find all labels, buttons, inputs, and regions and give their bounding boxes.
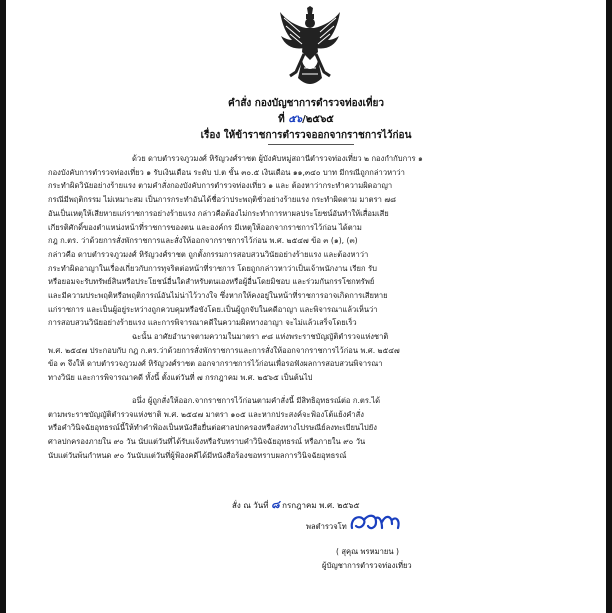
signature-image bbox=[346, 508, 406, 538]
text-line: หรือยอมจะรับทรัพย์สินหรือประโยชน์อื่นใดสำหรับตนเองหรือผู้อื่นโดยมิชอบ และร่วมกันกรรโชกทรัพย์ bbox=[48, 277, 375, 287]
text-line: กฎ ก.ตร. ว่าด้วยการสั่งพักราชการและสั่งให้ออกจากราชการไว้ก่อน พ.ศ. ๒๕๔๗ ข้อ ๓ (๑), (๓) bbox=[48, 236, 358, 246]
issue-date bbox=[232, 495, 360, 513]
text-line: ตามพระราชบัญญัติตำรวจแห่งชาติ พ.ศ. ๒๕๔๗ มาตรา ๑๐๕ และหากประสงค์จะฟ้องโต้แย้งคำสั่ง bbox=[48, 409, 364, 419]
paragraph-order bbox=[48, 330, 572, 385]
text-line: หรือคำวินิจฉัยอุทธรณ์นี้ให้ทำคำฟ้องเป็นหนังสือยื่นต่อศาลปกครองหรือส่งทางไปรษณีย์ลงทะเบียนไปยัง bbox=[48, 423, 377, 433]
text-line: อนึ่ง ผู้ถูกสั่งให้ออก.จากราชการไว้ก่อนตามคำสั่งนี้ มีสิทธิอุทธรณ์ต่อ ก.ตร.ได้ bbox=[132, 396, 381, 405]
issue-month-year: กรกฎาคม พ.ศ. ๒๕๖๕ bbox=[282, 501, 360, 510]
text-line: นับแต่วันพ้นกำหนด ๙๐ วันนับแต่วันที่ผู้ฟ้องคดีได้มีหนังสือร้องขอทราบผลการวินิจฉัยอุทธรณ์ bbox=[48, 450, 347, 460]
order-number bbox=[6, 112, 606, 127]
order-title: คำสั่ง กองบัญชาการตำรวจท่องเที่ยว bbox=[228, 98, 384, 109]
text-line: กระทำผิดวินัยอย่างร้ายแรง ตามคำสั่งกองบังคับการตำรวจท่องเที่ยว ๑ และ ต้องหาว่ากระทำความผิดอาญา bbox=[48, 181, 393, 191]
order-number-prefix: ที่ bbox=[278, 114, 285, 125]
text-line: ฉะนั้น อาศัยอำนาจตามความในมาตรา ๙๘ แห่งพระราชบัญญัติตำรวจแห่งชาติ bbox=[132, 332, 389, 341]
text-line: ข้อ ๓ จึงให้ ดาบตำรวจภูวมงศ์ หิรัญวงศ์ราชต ออกจากราชการไว้ก่อนเพื่อรอฟังผลการสอบสวนพิจารณา bbox=[48, 359, 383, 369]
text-line: และมีความประพฤติหรือพฤติการณ์อันไม่น่าไว้วางใจ ซึ่งหากให้คงอยู่ในหน้าที่ราชการอาจเกิดการเสียหาย bbox=[48, 291, 388, 301]
text-line: การสอบสวนวินัยอย่างร้ายแรง และการพิจารณาคดีในความผิดทางอาญา จะไม่แล้วเสร็จโดยเร็ว bbox=[48, 318, 357, 328]
signer-rank: พลตำรวจโท bbox=[306, 522, 347, 531]
document-page bbox=[6, 0, 606, 613]
signer-position: ผู้บัญชาการตำรวจท่องเที่ยว bbox=[322, 561, 412, 570]
text-line: เกียรติศักดิ์ของตำแหน่งหน้าที่ราชการของตน และองค์กร มีเหตุให้ออกจากราชการไว้ก่อน ได้ตาม bbox=[48, 222, 362, 232]
garuda-emblem-icon bbox=[278, 6, 342, 88]
order-number-suffix: /๒๕๖๕ bbox=[302, 114, 334, 125]
issue-date-prefix: สั่ง ณ วันที่ bbox=[232, 501, 269, 510]
text-line: อันเป็นเหตุให้เสียหายแก่ราชการอย่างร้ายแรง กล่าวคือต้องไม่กระทำการหาผลประโยชน์อันทำให้เสื่อมเสีย bbox=[48, 208, 389, 218]
text-line: ด้วย ดาบตำรวจภูวมงศ์ หิรัญวงศ์ราชต ผู้บังคับหมู่สถานีตำรวจท่องเที่ยว ๒ กองกำกับการ ๑ bbox=[132, 154, 423, 163]
text-line: ทางวินัย และการพิจารณาคดี ทั้งนี้ ตั้งแต่วันที่ ๗ กรกฎาคม พ.ศ. ๒๕๖๕ เป็นต้นไป bbox=[48, 373, 313, 383]
order-number-handwritten: ๕๖ bbox=[288, 114, 303, 125]
text-line: กล่าวคือ ดาบตำรวจภูวมงศ์ หิรัญวงศ์ราชต ถูกตั้งกรรมการสอบสวนวินัยอย่างร้ายแรง และต้องหาว่า bbox=[48, 249, 369, 259]
subject-line: เรื่อง ให้ข้าราชการตำรวจออกจากราชการไว้ก่อน bbox=[200, 130, 412, 141]
paragraph-allegation bbox=[48, 152, 572, 330]
text-line: พ.ศ. ๒๕๔๗ ประกอบกับ กฎ ก.ตร.ว่าด้วยการสั่งพักราชการและการสั่งให้ออกจากราชการไว้ก่อน พ.ศ. ๒๕๔๗ bbox=[48, 345, 400, 355]
text-line: แก่ราชการ และเป็นผู้อยู่ระหว่างถูกควบคุมหรือขังโดย.เป็นผู้ถูกจับในคดีอาญา และพิจารณาแล้วเห็นว่า bbox=[48, 304, 378, 314]
text-line: กองบังคับการตำรวจท่องเที่ยว ๑ รับเงินเดือน ระดับ ป.ต ขั้น ๓๐.๕ เงินเดือน ๑๑,๓๔๐ บาท มีกรณีถูกกล่าวหาว่า bbox=[48, 167, 405, 177]
text-line: ศาลปกครองภายใน ๙๐ วัน นับแต่วันที่ได้รับแจ้งหรือรับทราบคำวินิจฉัยอุทธรณ์ หรือภายใน ๙๐ วัน bbox=[48, 437, 366, 447]
text-line: กรณีมีพฤติกรรม ไม่เหมาะสม เป็นการกระทำอันได้ชื่อว่าประพฤติชั่วอย่างร้ายแรง กระทำผิดตาม มาตรา ๗๘ bbox=[48, 195, 396, 205]
paragraph-appeal bbox=[48, 394, 572, 463]
issue-day-handwritten: ๘ bbox=[271, 498, 280, 511]
text-line: กระทำผิดอาญาในเรื่องเกี่ยวกับการทุจริตต่อหน้าที่ราชการ โดยถูกกล่าวหาว่าเป็นเจ้าพนักงาน เรียก รับ bbox=[48, 263, 377, 273]
signer-name: ( สุคุณ พรหมายน ) bbox=[336, 547, 399, 556]
divider-line bbox=[268, 144, 354, 145]
